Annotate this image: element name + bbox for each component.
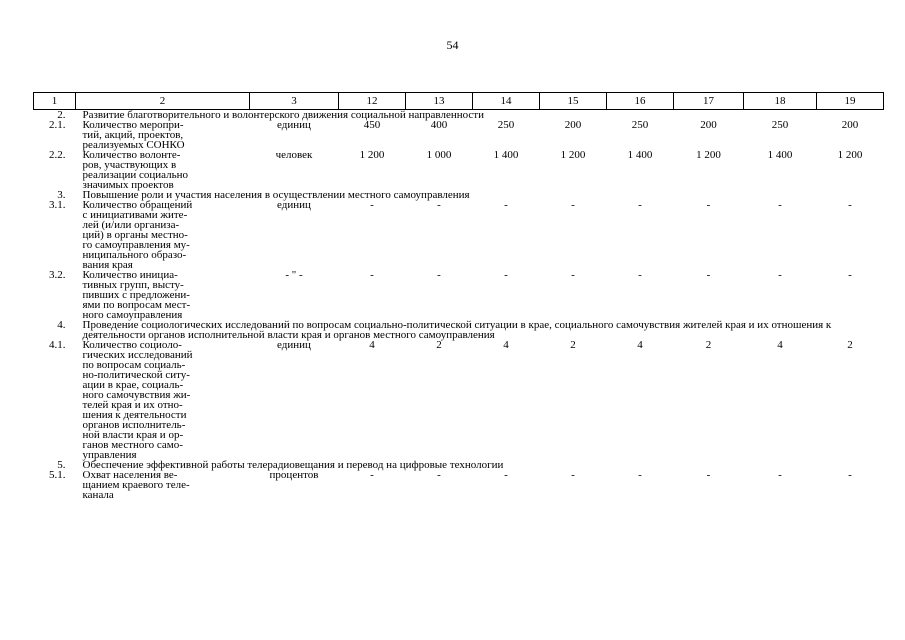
item-number: 4.1. bbox=[49, 339, 66, 351]
indicator-name-line: ганов местного само- bbox=[82, 439, 183, 451]
value-cell: - bbox=[706, 469, 711, 481]
section-number: 4. bbox=[57, 319, 66, 331]
value-cell: 1 200 bbox=[560, 149, 586, 161]
value-cell: - bbox=[571, 199, 575, 211]
indicator-name-line: ями по вопросам мест- bbox=[82, 299, 191, 311]
unit-cell: человек bbox=[275, 149, 313, 161]
value-cell: 2 bbox=[570, 339, 576, 351]
indicator-name bbox=[76, 200, 250, 270]
value-cell: - bbox=[638, 269, 642, 281]
value-cell: 1 400 bbox=[493, 149, 519, 161]
indicator-name-line: ного самочувствия жи- bbox=[82, 389, 191, 401]
indicator-name-line: Количество обращений bbox=[82, 199, 193, 211]
header-col-1: 1 bbox=[34, 93, 76, 110]
indicators-table bbox=[33, 92, 884, 500]
indicator-name-line: Количество меропри- bbox=[82, 119, 184, 131]
item-number: 3.1. bbox=[49, 199, 66, 211]
value-cell: - bbox=[571, 469, 575, 481]
indicator-name-line: ров, участвующих в bbox=[82, 159, 177, 171]
value-cell: - bbox=[848, 469, 852, 481]
value-cell: - bbox=[571, 269, 575, 281]
indicator-name-line: го самоуправления му- bbox=[82, 239, 190, 251]
value-cell: 200 bbox=[841, 119, 859, 131]
indicator-name-line: Количество волонте- bbox=[82, 149, 181, 161]
table-row bbox=[34, 470, 884, 500]
value-cell: - bbox=[706, 269, 711, 281]
indicator-name-line: ниципального образо- bbox=[82, 249, 187, 261]
value-cell: - bbox=[778, 469, 782, 481]
section-title: Развитие благотворительного и волонтерского движения социальной направленности bbox=[82, 109, 484, 121]
value-cell: - bbox=[504, 199, 508, 211]
table-row bbox=[34, 120, 884, 150]
indicator-name-line: лей (и/или организа- bbox=[82, 219, 180, 231]
header-col-13: 13 bbox=[406, 93, 473, 110]
indicator-name bbox=[76, 150, 250, 190]
section-title: Проведение социологических исследований по вопросам социально-политической ситуации в крае, социального самочувствия жителей края и их отношения к деятельности органов исполнительной власти края и органов местного самоуправления bbox=[82, 319, 832, 341]
value-cell: 200 bbox=[700, 119, 717, 131]
value-cell: - bbox=[706, 199, 711, 211]
indicator-name-line: шения к деятельности bbox=[82, 409, 187, 421]
indicator-name-line: с инициативами жите- bbox=[82, 209, 188, 221]
indicator-name-line: Количество инициа- bbox=[82, 269, 178, 281]
header-col-19: 19 bbox=[817, 93, 884, 110]
indicator-name-line: ной власти края и ор- bbox=[82, 429, 184, 441]
section-number: 2. bbox=[57, 109, 66, 121]
table-body bbox=[34, 110, 884, 501]
indicator-name-line: реализации социально bbox=[82, 169, 189, 181]
indicator-name bbox=[76, 470, 250, 500]
indicator-name-line: тий, акций, проектов, bbox=[82, 129, 184, 141]
indicator-name-line: реализуемых СОНКО bbox=[82, 139, 185, 151]
page-number: 54 bbox=[446, 38, 459, 52]
value-cell: 4 bbox=[369, 339, 375, 351]
item-number: 3.2. bbox=[49, 269, 66, 281]
value-cell: 4 bbox=[777, 339, 783, 351]
header-col-3: 3 bbox=[250, 93, 339, 110]
value-cell: 250 bbox=[497, 119, 515, 131]
value-cell: - bbox=[370, 199, 374, 211]
indicator-name-line: телей края и их отно- bbox=[82, 399, 183, 411]
value-cell: 2 bbox=[705, 339, 712, 351]
value-cell: - bbox=[504, 269, 508, 281]
header-col-18: 18 bbox=[744, 93, 817, 110]
section-title: Обеспечение эффективной работы телерадиовещания и перевод на цифровые технологии bbox=[82, 459, 504, 471]
indicator-name-line: органов исполнитель- bbox=[82, 419, 186, 431]
indicator-name-line: Охват населения ве- bbox=[82, 469, 178, 481]
header-col-16: 16 bbox=[607, 93, 674, 110]
value-cell: - bbox=[370, 269, 374, 281]
value-cell: 450 bbox=[363, 119, 381, 131]
value-cell: 400 bbox=[430, 119, 448, 131]
unit-cell: единиц bbox=[277, 119, 311, 131]
header-col-14: 14 bbox=[473, 93, 540, 110]
section-number: 3. bbox=[57, 189, 66, 201]
value-cell: - bbox=[504, 469, 508, 481]
value-cell: 200 bbox=[564, 119, 582, 131]
item-number: 2.1. bbox=[49, 119, 66, 131]
unit-cell: - " - bbox=[285, 269, 303, 281]
unit-cell: процентов bbox=[269, 469, 319, 481]
value-cell: - bbox=[437, 469, 441, 481]
value-cell: 250 bbox=[631, 119, 649, 131]
value-cell: - bbox=[848, 269, 852, 281]
section-row bbox=[34, 320, 884, 340]
value-cell: - bbox=[437, 199, 441, 211]
header-col-2: 2 bbox=[76, 93, 250, 110]
indicator-name-line: ций) в органы местно- bbox=[82, 229, 188, 241]
indicator-name-line: тивных групп, высту- bbox=[82, 279, 184, 291]
indicator-name-line: по вопросам социаль- bbox=[82, 359, 186, 371]
header-col-15: 15 bbox=[540, 93, 607, 110]
value-cell: 2 bbox=[847, 339, 853, 351]
indicator-name bbox=[76, 340, 250, 460]
header-col-12: 12 bbox=[339, 93, 406, 110]
unit-cell: единиц bbox=[277, 339, 311, 351]
indicator-name-line: Количество социоло- bbox=[82, 339, 182, 351]
indicator-name bbox=[76, 270, 250, 320]
indicator-name-line: ации в крае, социаль- bbox=[82, 379, 184, 391]
indicator-name-line: вания края bbox=[82, 259, 133, 271]
unit-cell: единиц bbox=[277, 199, 311, 211]
value-cell: - bbox=[778, 269, 782, 281]
indicator-name-line: канала bbox=[82, 489, 114, 501]
value-cell: 4 bbox=[503, 339, 509, 351]
header-col-17: 17 bbox=[674, 93, 744, 110]
value-cell: - bbox=[437, 269, 441, 281]
indicator-name-line: пивших с предложени- bbox=[82, 289, 190, 301]
table-row bbox=[34, 150, 884, 190]
section-number: 5. bbox=[57, 459, 66, 471]
value-cell: 1 200 bbox=[837, 149, 863, 161]
value-cell: 1 400 bbox=[767, 149, 793, 161]
indicator-name-line: значимых проектов bbox=[82, 179, 174, 191]
section-title: Повышение роли и участия населения в осуществлении местного самоуправления bbox=[82, 189, 470, 201]
table-row bbox=[34, 270, 884, 320]
value-cell: - bbox=[370, 469, 374, 481]
value-cell: 2 bbox=[436, 339, 442, 351]
table-row bbox=[34, 340, 884, 460]
value-cell: 1 200 bbox=[696, 149, 721, 161]
indicator-name-line: щанием краевого теле- bbox=[82, 479, 190, 491]
value-cell: - bbox=[778, 199, 782, 211]
value-cell: - bbox=[638, 199, 642, 211]
value-cell: 250 bbox=[771, 119, 789, 131]
indicator-name bbox=[76, 120, 250, 150]
indicator-name-line: управления bbox=[82, 449, 137, 461]
value-cell: 1 400 bbox=[627, 149, 653, 161]
item-number: 2.2. bbox=[49, 149, 66, 161]
indicator-name-line: но-политической ситу- bbox=[82, 369, 190, 381]
value-cell: - bbox=[638, 469, 642, 481]
value-cell: 1 200 bbox=[359, 149, 385, 161]
value-cell: 4 bbox=[637, 339, 643, 351]
value-cell: - bbox=[848, 199, 852, 211]
indicator-name-line: ного самоуправления bbox=[82, 309, 183, 321]
indicator-name-line: гических исследований bbox=[82, 349, 193, 361]
table-row bbox=[34, 200, 884, 270]
value-cell: 1 000 bbox=[426, 149, 452, 161]
header-row bbox=[34, 93, 884, 110]
item-number: 5.1. bbox=[49, 469, 66, 481]
